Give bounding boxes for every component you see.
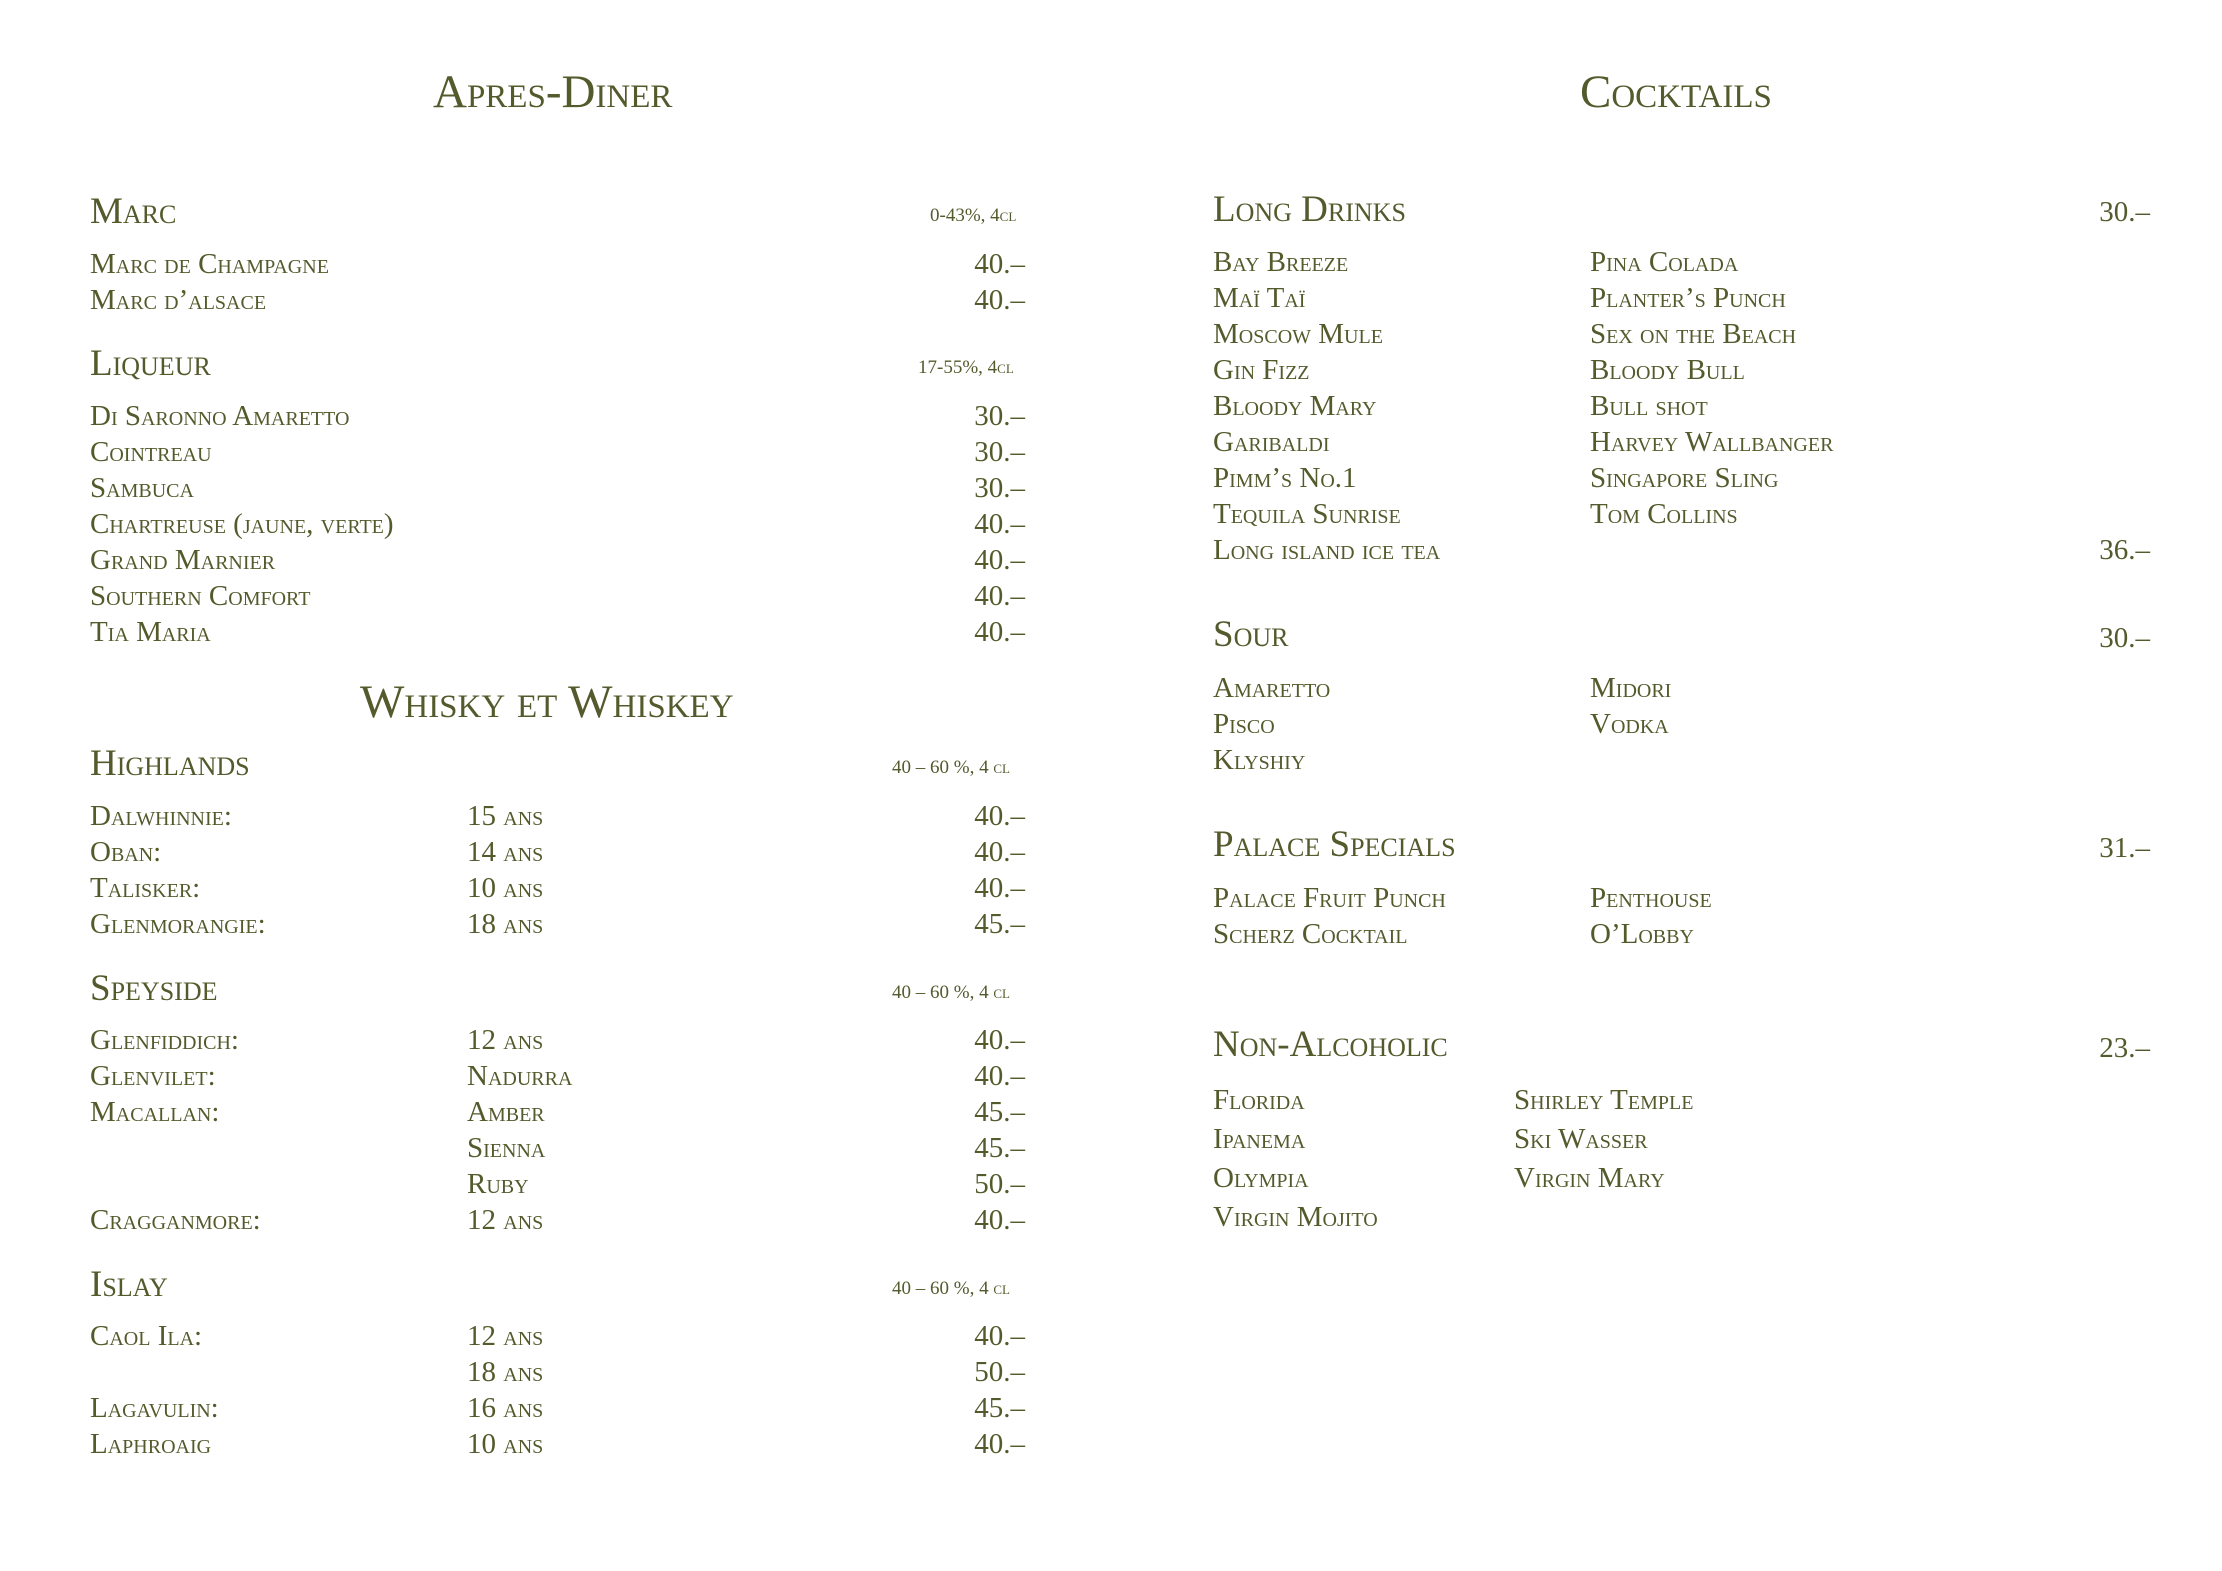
menu-item-age: Amber [467, 1096, 545, 1128]
cocktail-name: Olympia [1213, 1162, 1309, 1194]
menu-item-price: 40.– [974, 836, 1025, 868]
menu-item-name: Dalwhinnie: [90, 800, 232, 832]
cocktail-name: Bull shot [1590, 390, 1708, 422]
menu-item-age: Nadurra [467, 1060, 573, 1092]
menu-item-name: Cointreau [90, 436, 212, 468]
cocktail-name: Garibaldi [1213, 426, 1330, 458]
cocktail-name: Shirley Temple [1514, 1084, 1694, 1116]
cocktail-name: Pina Colada [1590, 246, 1739, 278]
menu-item-name: Lagavulin: [90, 1392, 219, 1424]
menu-item-name: Cragganmore: [90, 1204, 261, 1236]
menu-item-price: 40.– [974, 1060, 1025, 1092]
marc-heading: Marc [90, 191, 177, 232]
cocktail-name: O’Lobby [1590, 918, 1694, 950]
menu-item-price: 40.– [974, 580, 1025, 612]
menu-item-price: 40.– [974, 1024, 1025, 1056]
cocktail-name: Penthouse [1590, 882, 1712, 914]
menu-item-price: 40.– [974, 1428, 1025, 1460]
menu-item-age: 18 ans [467, 1356, 544, 1388]
menu-item-name: Marc de Champagne [90, 248, 329, 280]
cocktail-name: Singapore Sling [1590, 462, 1779, 494]
menu-item-name: Southern Comfort [90, 580, 311, 612]
cocktail-name: Scherz Cocktail [1213, 918, 1408, 950]
menu-item-price: 45.– [974, 1096, 1025, 1128]
islay-meta: 40 – 60 %, 4 cl [892, 1278, 1010, 1299]
speyside-heading: Speyside [90, 968, 218, 1009]
menu-item-name: Talisker: [90, 872, 201, 904]
menu-item-price: 50.– [974, 1168, 1025, 1200]
liqueur-meta: 17-55%, 4cl [918, 357, 1014, 378]
highlands-meta: 40 – 60 %, 4 cl [892, 757, 1010, 778]
menu-item-price: 40.– [974, 1320, 1025, 1352]
cocktail-name: Harvey Wallbanger [1590, 426, 1834, 458]
menu-item-name: Chartreuse (jaune, verte) [90, 508, 394, 540]
cocktail-name: Sex on the Beach [1590, 318, 1797, 350]
cocktail-name: Maï Taï [1213, 282, 1306, 314]
menu-item-age: 16 ans [467, 1392, 544, 1424]
cocktail-name: Tequila Sunrise [1213, 498, 1401, 530]
menu-item-name: Di Saronno Amaretto [90, 400, 350, 432]
cocktail-name: Bloody Mary [1213, 390, 1377, 422]
cocktail-name: Ipanema [1213, 1123, 1306, 1155]
menu-item-price: 30.– [974, 400, 1025, 432]
cocktail-name: Virgin Mojito [1213, 1201, 1378, 1233]
cocktail-name: Pimm’s No.1 [1213, 462, 1357, 494]
menu-item-name: Oban: [90, 836, 162, 868]
cocktail-name: Florida [1213, 1084, 1305, 1116]
menu-item-age: 12 ans [467, 1204, 544, 1236]
menu-item-name: Laphroaig [90, 1428, 212, 1460]
menu-item-price: 45.– [974, 1392, 1025, 1424]
marc-meta: 0-43%, 4cl [930, 205, 1017, 226]
menu-item-age: 14 ans [467, 836, 544, 868]
menu-item-age: Ruby [467, 1168, 529, 1200]
cocktail-name: Moscow Mule [1213, 318, 1383, 350]
menu-item-name: Sambuca [90, 472, 194, 504]
menu-item-age: 10 ans [467, 872, 544, 904]
menu-item-price: 30.– [974, 472, 1025, 504]
menu-item-name: Tia Maria [90, 616, 211, 648]
menu-item-name: Caol Ila: [90, 1320, 203, 1352]
menu-item-price: 40.– [974, 544, 1025, 576]
cocktail-name: Pisco [1213, 708, 1275, 740]
long-drinks-price: 30.– [2099, 196, 2150, 228]
menu-item-age: 15 ans [467, 800, 544, 832]
cocktail-name: Long island ice tea [1213, 534, 1441, 566]
menu-item-price: 30.– [974, 436, 1025, 468]
menu-item-price: 40.– [974, 872, 1025, 904]
menu-item-age: Sienna [467, 1132, 546, 1164]
menu-item-price: 40.– [974, 800, 1025, 832]
menu-item-price: 40.– [974, 248, 1025, 280]
menu-item-price: 45.– [974, 908, 1025, 940]
cocktail-name: Midori [1590, 672, 1672, 704]
menu-item-name: Marc d’alsace [90, 284, 267, 316]
menu-item-name: Grand Marnier [90, 544, 276, 576]
menu-item-age: 12 ans [467, 1320, 544, 1352]
cocktail-name: Tom Collins [1590, 498, 1738, 530]
sour-price: 30.– [2099, 622, 2150, 654]
menu-item-age: 12 ans [467, 1024, 544, 1056]
long-drinks-heading: Long Drinks [1213, 189, 1406, 230]
sour-heading: Sour [1213, 614, 1289, 655]
cocktail-name: Palace Fruit Punch [1213, 882, 1446, 914]
cocktail-name: Amaretto [1213, 672, 1331, 704]
menu-item-name: Glenvilet: [90, 1060, 216, 1092]
liqueur-heading: Liqueur [90, 343, 211, 384]
menu-item-price: 50.– [974, 1356, 1025, 1388]
non-alcoholic-price: 23.– [2099, 1032, 2150, 1064]
menu-item-price: 40.– [974, 1204, 1025, 1236]
speyside-meta: 40 – 60 %, 4 cl [892, 982, 1010, 1003]
menu-item-price: 40.– [974, 508, 1025, 540]
cocktail-name: Klyshiy [1213, 744, 1306, 776]
islay-heading: Islay [90, 1264, 168, 1305]
menu-item-price: 40.– [974, 284, 1025, 316]
non-alcoholic-heading: Non-Alcoholic [1213, 1024, 1448, 1065]
cocktail-name: Gin Fizz [1213, 354, 1310, 386]
highlands-heading: Highlands [90, 743, 250, 784]
cocktail-price: 36.– [2099, 534, 2150, 566]
cocktail-name: Virgin Mary [1514, 1162, 1665, 1194]
apres-diner-title: Apres-Diner [433, 66, 673, 118]
menu-item-name: Glenmorangie: [90, 908, 266, 940]
palace-specials-heading: Palace Specials [1213, 824, 1456, 865]
menu-item-price: 45.– [974, 1132, 1025, 1164]
palace-specials-price: 31.– [2099, 832, 2150, 864]
cocktail-name: Bay Breeze [1213, 246, 1349, 278]
menu-item-age: 18 ans [467, 908, 544, 940]
cocktail-name: Vodka [1590, 708, 1669, 740]
cocktail-name: Bloody Bull [1590, 354, 1745, 386]
whisky-title: Whisky et Whiskey [360, 676, 734, 728]
cocktail-name: Planter’s Punch [1590, 282, 1786, 314]
cocktails-title: Cocktails [1580, 66, 1772, 118]
menu-item-price: 40.– [974, 616, 1025, 648]
menu-item-name: Glenfiddich: [90, 1024, 239, 1056]
menu-item-age: 10 ans [467, 1428, 544, 1460]
cocktail-name: Ski Wasser [1514, 1123, 1648, 1155]
menu-item-name: Macallan: [90, 1096, 220, 1128]
